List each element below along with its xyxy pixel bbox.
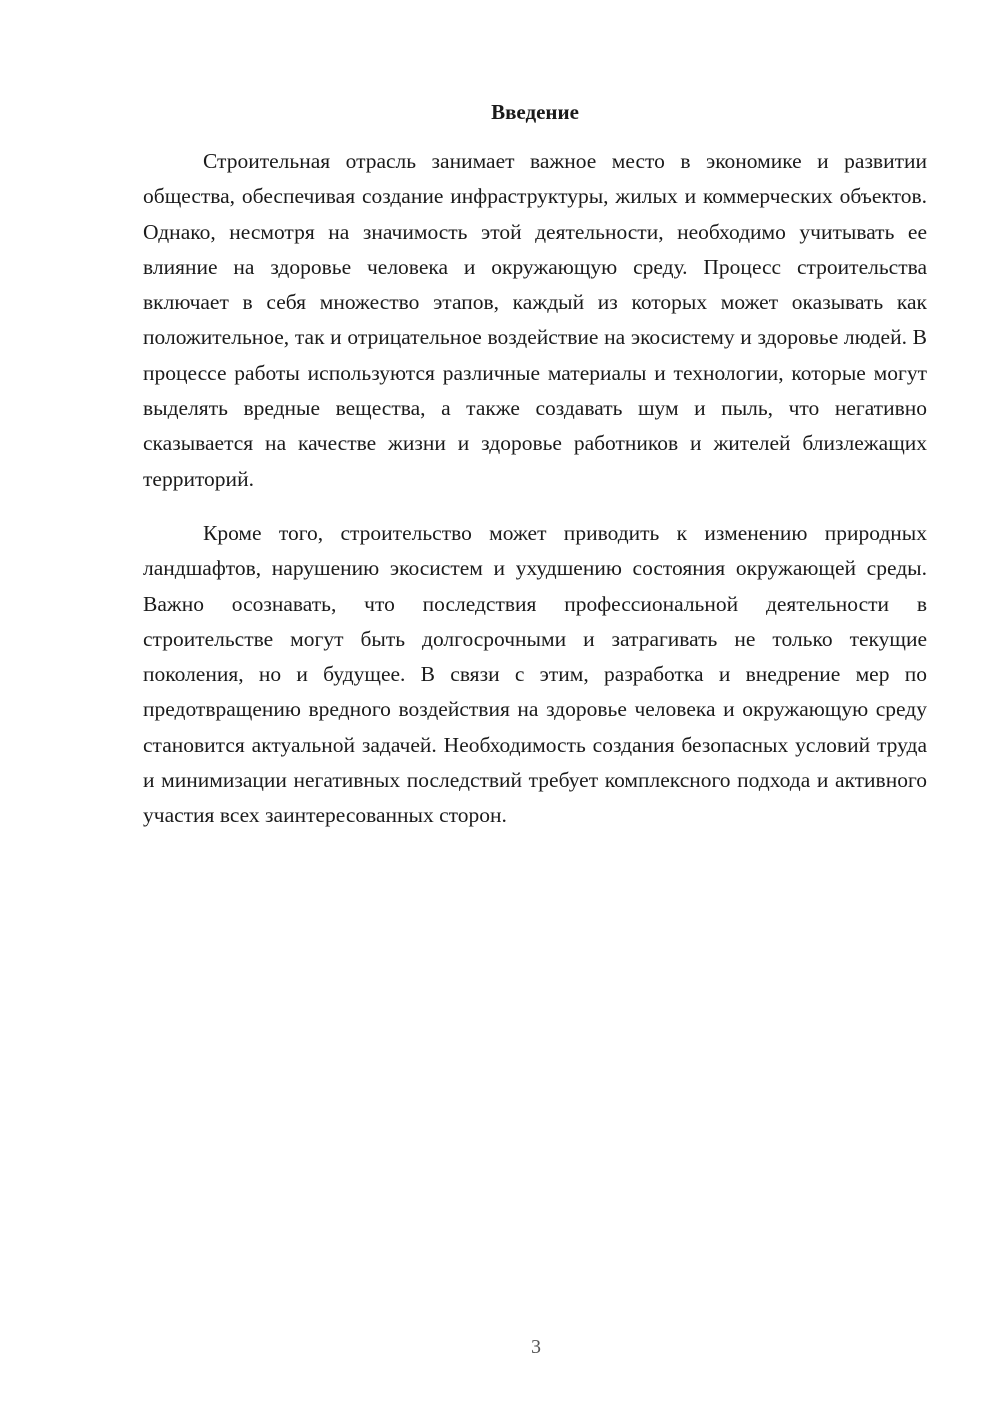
page-number: 3 [531,1336,541,1358]
paragraph-1: Строительная отрасль занимает важное место в экономике и развитии общества, обеспечивая создание инфраструктуры, жилых и коммерческих объектов. Однако, несмотря на значимость этой деятельности, необходимо учитывать ее влияние на здоровье человека и окружающую среду. Процесс строительства включает в себя множество этапов, каждый из которых может оказывать как положительное, так и отрицательное воздействие на экосистему и здоровье людей. В процессе работы используются различные материалы и технологии, которые могут выделять вредные вещества, а также создавать шум и пыль, что негативно сказывается на качестве жизни и здоровье работников и жителей близлежащих территорий. [143,149,927,491]
paragraph-2: Кроме того, строительство может приводить к изменению природных ландшафтов, нарушению экосистем и ухудшению состояния окружающей среды. Важно осознавать, что последствия профессиональной деятельности в строительстве могут быть долгосрочными и затрагивать не только текущие поколения, но и будущее. В связи с этим, разработка и внедрение мер по предотвращению вредного воздействия на здоровье человека и окружающую среду становится актуальной задачей. Необходимость создания безопасных условий труда и минимизации негативных последствий требует комплексного подхода и активного участия всех заинтересованных сторон. [143,520,927,828]
page-content [143,98,927,834]
section-heading: Введение [491,100,579,124]
